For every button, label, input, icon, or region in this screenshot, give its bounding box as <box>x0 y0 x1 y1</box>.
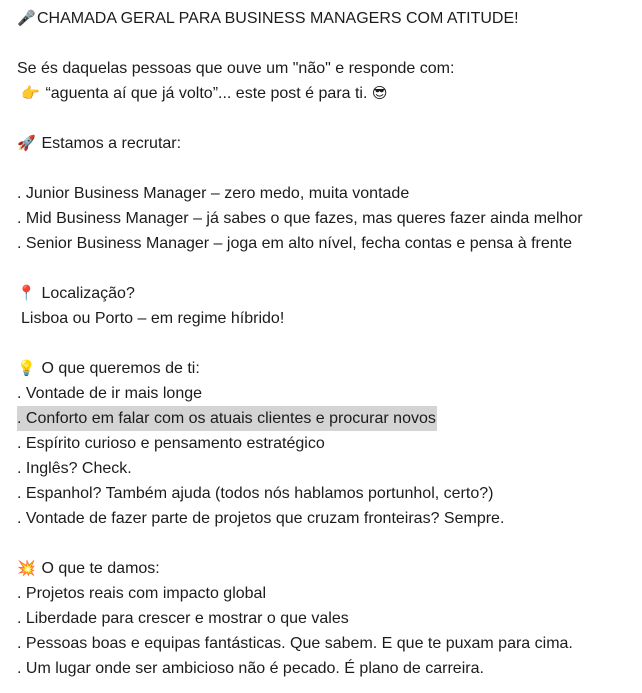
sunglasses-face-icon: 😎 <box>371 84 388 102</box>
offers-title <box>17 556 637 581</box>
intro-line-2 <box>17 81 637 106</box>
list-item: . Pessoas boas e equipas fantásticas. Que sabem. E que te puxam para cima. <box>17 635 573 652</box>
list-item: . Espanhol? Também ajuda (todos nós hablamos portunhol, certo?) <box>17 485 494 502</box>
recruiting-title <box>17 131 637 156</box>
lightbulb-icon: 💡 <box>17 359 36 377</box>
list-item: . Vontade de ir mais longe <box>17 385 203 402</box>
post-header <box>17 6 637 31</box>
post-headline: CHAMADA GERAL PARA BUSINESS MANAGERS COM ATITUDE! <box>37 10 519 27</box>
pointing-hand-icon: 👉 <box>21 84 40 102</box>
recruiting-title-text: Estamos a recrutar: <box>41 135 182 152</box>
collision-icon: 💥 <box>17 559 36 577</box>
microphone-icon: 🎤 <box>17 9 36 27</box>
post-body <box>17 6 637 681</box>
pin-icon: 📍 <box>17 284 36 302</box>
list-item: . Projetos reais com impacto global <box>17 585 266 602</box>
list-item: . Junior Business Manager – zero medo, muita vontade <box>17 185 410 202</box>
list-item-highlighted <box>17 406 637 431</box>
intro-line-2-text: “aguenta aí que já volto”... este post é para ti. <box>45 85 368 102</box>
wants-title-text: O que queremos de ti: <box>41 360 200 377</box>
list-item: . Vontade de fazer parte de projetos que cruzam fronteiras? Sempre. <box>17 510 505 527</box>
offers-title-text: O que te damos: <box>41 560 160 577</box>
wants-title <box>17 356 637 381</box>
list-item: . Senior Business Manager – joga em alto nível, fecha contas e pensa à frente <box>17 235 572 252</box>
location-text: Lisboa ou Porto – em regime híbrido! <box>21 310 285 327</box>
list-item: . Um lugar onde ser ambicioso não é pecado. É plano de carreira. <box>17 660 484 677</box>
selected-text[interactable]: . Conforto em falar com os atuais clientes e procurar novos <box>17 406 437 431</box>
location-title-text: Localização? <box>41 285 135 302</box>
intro-line-1: Se és daquelas pessoas que ouve um "não" e responde com: <box>17 60 455 77</box>
rocket-icon: 🚀 <box>17 134 36 152</box>
list-item: . Liberdade para crescer e mostrar o que vales <box>17 610 349 627</box>
location-title <box>17 281 637 306</box>
list-item: . Espírito curioso e pensamento estratégico <box>17 435 325 452</box>
list-item: . Mid Business Manager – já sabes o que fazes, mas queres fazer ainda melhor <box>17 210 583 227</box>
list-item: . Inglês? Check. <box>17 460 132 477</box>
